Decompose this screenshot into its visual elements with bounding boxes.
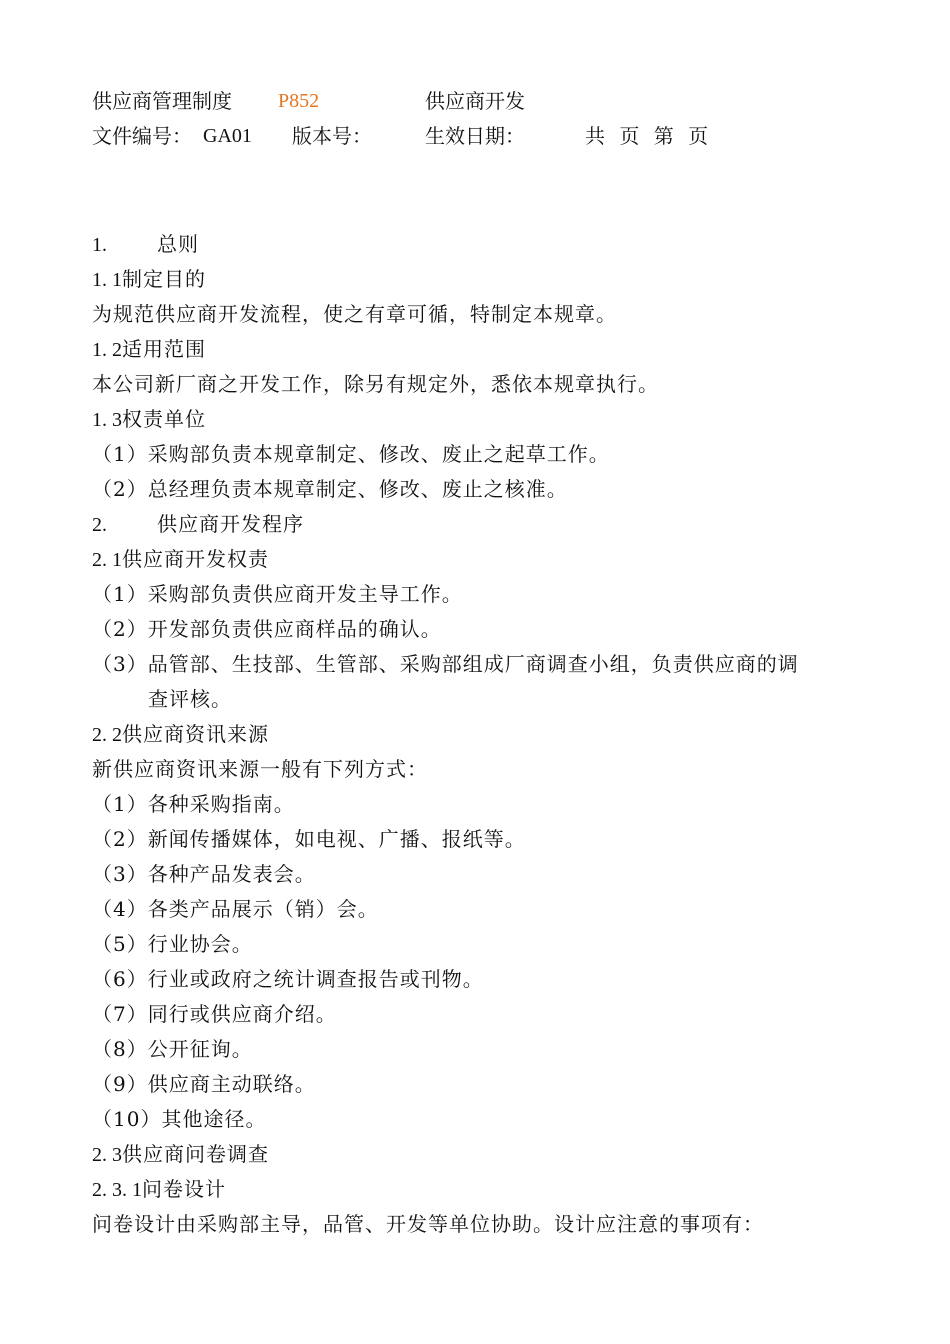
list-item: （2）新闻传播媒体，如电视、广播、报纸等。: [92, 827, 526, 851]
doc-code: P852: [278, 90, 320, 112]
doc-title: 供应商管理制度: [92, 89, 232, 113]
subsection-title: 供应商开发权责: [122, 547, 269, 571]
subsubsection-number: 2. 3. 1: [92, 1179, 142, 1201]
list-item: （9）供应商主动联络。: [92, 1072, 316, 1096]
list-item: （8）公开征询。: [92, 1037, 253, 1061]
list-item-continuation: 查评核。: [148, 687, 232, 711]
page-count: 共 页 第 页: [585, 124, 709, 148]
subsection-title: 供应商问卷调查: [122, 1142, 269, 1166]
subsubsection-heading: [92, 1172, 872, 1207]
file-number-label: 文件编号：: [92, 124, 192, 148]
paragraph: 新供应商资讯来源一般有下列方式：: [92, 757, 428, 781]
doc-subject: 供应商开发: [425, 89, 525, 113]
section-number: 1.: [92, 234, 107, 256]
subsection-heading: [92, 717, 872, 752]
list-item: （3）品管部、生技部、生管部、采购部组成厂商调查小组，负责供应商的调: [92, 652, 799, 676]
effective-date-label: 生效日期：: [425, 124, 525, 148]
file-number: GA01: [203, 125, 252, 147]
list-item: （1）采购部负责供应商开发主导工作。: [92, 582, 463, 606]
section-heading: [92, 227, 872, 262]
list-item: （6）行业或政府之统计调查报告或刊物。: [92, 967, 484, 991]
list-item: （1）采购部负责本规章制定、修改、废止之起草工作。: [92, 442, 610, 466]
document-header-row-1: [92, 86, 892, 116]
list-item: （3）各种产品发表会。: [92, 862, 316, 886]
version-label: 版本号：: [292, 124, 372, 148]
subsection-heading: [92, 402, 872, 437]
paragraph: 问卷设计由采购部主导，品管、开发等单位协助。设计应注意的事项有：: [92, 1212, 764, 1236]
section-title: 供应商开发程序: [157, 512, 304, 536]
subsection-number: 2. 3: [92, 1144, 122, 1166]
section-title: 总则: [157, 232, 199, 256]
document-body: [92, 227, 872, 1242]
subsection-number: 1. 1: [92, 269, 122, 291]
list-item: （1）各种采购指南。: [92, 792, 295, 816]
list-item: （7）同行或供应商介绍。: [92, 1002, 337, 1026]
document-header-row-2: [92, 121, 892, 151]
subsection-heading: [92, 1137, 872, 1172]
subsection-title: 供应商资讯来源: [122, 722, 269, 746]
subsection-number: 2. 1: [92, 549, 122, 571]
section-number: 2.: [92, 514, 107, 536]
subsection-heading: [92, 542, 872, 577]
subsection-heading: [92, 262, 872, 297]
subsection-heading: [92, 332, 872, 367]
subsection-number: 2. 2: [92, 724, 122, 746]
list-item: （5）行业协会。: [92, 932, 253, 956]
paragraph: 为规范供应商开发流程，使之有章可循，特制定本规章。: [92, 302, 617, 326]
paragraph: 本公司新厂商之开发工作，除另有规定外，悉依本规章执行。: [92, 372, 659, 396]
list-item: （2）开发部负责供应商样品的确认。: [92, 617, 442, 641]
subsection-number: 1. 2: [92, 339, 122, 361]
subsection-title: 适用范围: [122, 337, 206, 361]
list-item: （2）总经理负责本规章制定、修改、废止之核准。: [92, 477, 568, 501]
list-item: （4）各类产品展示（销）会。: [92, 897, 379, 921]
list-item: （10）其他途径。: [92, 1107, 267, 1131]
subsection-number: 1. 3: [92, 409, 122, 431]
subsubsection-title: 问卷设计: [142, 1177, 226, 1201]
subsection-title: 权责单位: [122, 407, 206, 431]
section-heading: [92, 507, 872, 542]
subsection-title: 制定目的: [122, 267, 206, 291]
